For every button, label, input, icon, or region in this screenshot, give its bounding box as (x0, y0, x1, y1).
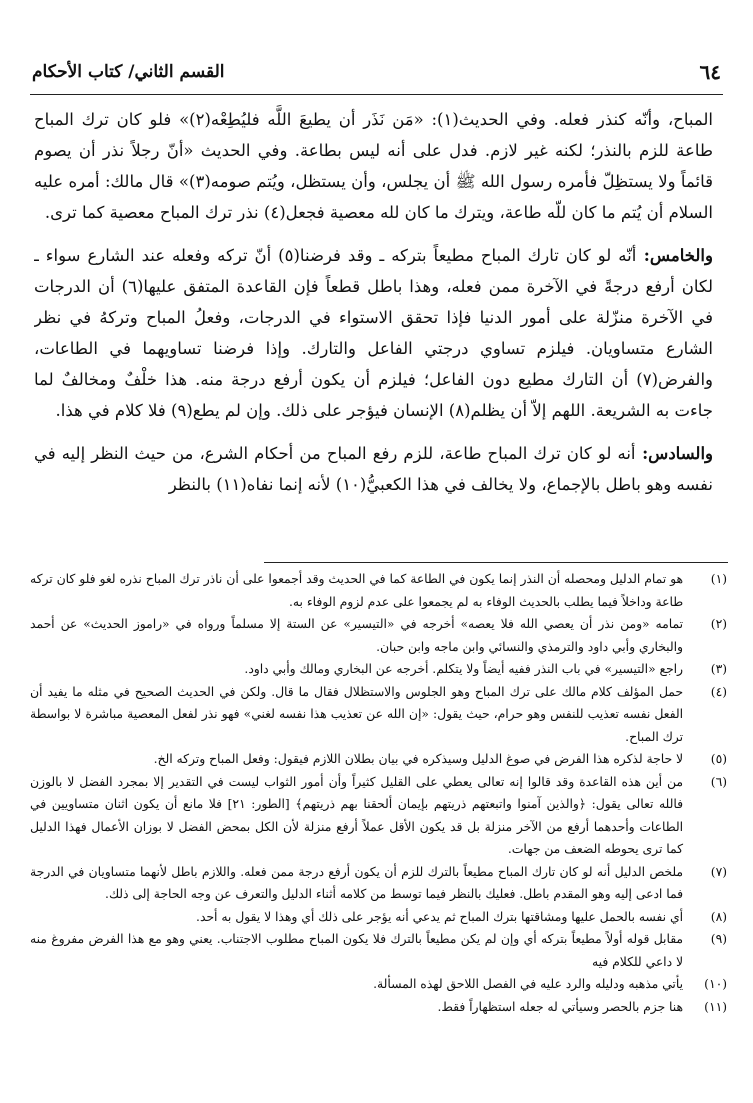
paragraph (34, 104, 713, 228)
footnote-text: من أين هذه القاعدة وقد قالوا إنه تعالى يعطي على القليل كثيراً وأن أمور الثواب ليست في التقدير إلا بمجرد الفضل لا بالوزن فالله تعالى يقول: ﴿والذين آمنوا واتبعتهم ذريتهم بإيمان ألحقنا بهم ذريتهم﴾ [الطور: ٢١] فلا مانع أن يكون اثنان متساويين في الطاعات وأحدهما أرفع من الآخر منزلة بل قد يكون الأقل عملاً أرفع منزلة لأن الكل بمحض الفضل لا بوزان الأعمال فهذا الدليل كما ترى يحوطه الضعف من جهات. (30, 774, 684, 856)
page-number: ٦٤ (699, 60, 721, 84)
footnote-text: لا حاجة لذكره هذا الفرض في صوغ الدليل وسيذكره في بيان بطلان اللازم فيقول: وفعل المباح وتركه الخ. (153, 752, 683, 766)
footnote (30, 681, 727, 749)
footnote-text: حمل المؤلف كلام مالك على ترك المباح وهو الجلوس والاستظلال فقال ما قال. ولكن في الحديث الصحيح في مثله ما يفيد أن الفعل نفسه تعذيب للنفس وهو حرام، حيث يقول: «إن الله عن تعذيب هذا نفسه لغني» فهو نذر لفعل المعصية مباشرة لا بواسطة ترك المباح. (30, 684, 683, 744)
footnote-text: ملخص الدليل أنه لو كان تارك المباح مطيعاً بالترك للزم أن يكون أرفع درجة ممن فعله. واللازم باطل لأنهما متساويان في الدرجة فما ادعى إليه وهو المقدم باطل. فعليك بالنظر فيما توسط من كلامه أثناء الدليل والتعرف عن وجه الحاجة إلى ذلك. (30, 864, 683, 901)
footnote-separator (264, 562, 728, 563)
footnote-number: (٦) (710, 774, 727, 789)
footnote-text: هو تمام الدليل ومحصله أن النذر إنما يكون في الطاعة كما في الحديث وقد أجمعوا على أن ناذر ترك المباح نذره لغو فلو كان تركه طاعة وداخلاً فيما يطلب بالحديث الوفاء به لم يجمعوا على عدم لزوم الوفاء به. (30, 572, 683, 609)
footnote-text: تمامه «ومن نذر أن يعصي الله فلا يعصه» أخرجه في «التيسير» عن الستة إلا مسلماً ورواه في «راموز الحديث» عن أحمد والبخاري وأبي داود والترمذي والنسائي وابن ماجه وابن حبان. (30, 617, 683, 654)
footnote-number: (٧) (710, 864, 727, 879)
footnote-text: يأتي مذهبه ودليله والرد عليه في الفصل اللاحق لهذه المسألة. (373, 977, 683, 991)
footnote-text: راجع «التيسير» في باب النذر ففيه أيضاً ولا يتكلم. أخرجه عن البخاري ومالك وأبي داود. (244, 662, 683, 676)
footnote-number: (١٠) (704, 977, 727, 991)
footnote (30, 748, 727, 771)
paragraph (34, 438, 713, 500)
footnote (30, 973, 727, 996)
footnote-text: أي نفسه بالحمل عليها ومشاقتها بترك المباح ثم يدعي أنه يؤجر على ذلك أي وهذا لا يقول به أحد. (196, 909, 683, 924)
footnote (30, 996, 727, 1019)
paragraph-text: أنّه لو كان تارك المباح مطيعاً بتركه ـ وقد فرضنا(٥) أنّ تركه وفعله عند الشارع سواء ـ لكان أرفع درجةً في الآخرة ممن فعله، وهذا باطل قطعاً فإن القاعدة المتفق عليها(٦) أن الدرجات في الآخرة منزّلة على أمور الدنيا فإذا تحقق الاستواء في الدرجات، وفعلُ المباح وتركهُ في نظر الشارع متساويان. فيلزم تساوي درجتي الفاعل والتارك. وإذا فرضنا تساويهما في الطاعات، والفرض(٧) أن التارك مطيع دون الفاعل؛ فيلزم أن يكون أرفع درجة منه. هذا خلْفٌ ومخالفٌ لما جاءت به الشريعة. اللهم إلاّ أن يظلم(٨) الإنسان فيؤجر على ذلك. وإن لم يطع(٩) فلا كلام في هذا. (34, 246, 713, 420)
paragraph-lead: والخامس: (636, 246, 713, 265)
footnote-number: (١١) (704, 999, 727, 1014)
footnote-number: (٨) (710, 909, 727, 924)
footnote-number: (٢) (710, 617, 727, 631)
footnote (30, 928, 727, 973)
footnote-number: (٤) (710, 684, 727, 699)
running-title: القسم الثاني/ كتاب الأحكام (32, 62, 225, 82)
footnote-text: هنا جزم بالحصر وسيأتي له جعله استظهاراً فقط. (437, 999, 683, 1014)
footnote-number: (٥) (710, 752, 727, 766)
footnotes (30, 568, 727, 1088)
footnote (30, 771, 727, 861)
footnote (30, 658, 727, 681)
footnote (30, 568, 727, 613)
page-header (30, 58, 723, 95)
main-text (34, 104, 713, 550)
paragraph-text: أنه لو كان ترك المباح طاعة، للزم رفع المباح من أحكام الشرع، من حيث النظر إليه في نفسه وهو باطل بالإجماع، ولا يخالف في هذا الكعبيُّ(١٠) لأنه إنما نفاه(١١) بالنظر (34, 444, 713, 494)
footnote (30, 906, 727, 929)
footnote-text: مقابل قوله أولاً مطيعاً بتركه أي وإن لم يكن مطيعاً بالترك فلا يكون المباح مطلوب الاجتناب. يعني وهو مع هذا الفرض مفروغ منه لا داعي للكلام فيه (30, 932, 683, 969)
paragraph (34, 240, 713, 426)
paragraph-lead: والسادس: (635, 444, 713, 463)
footnote-number: (٩) (710, 932, 727, 946)
footnote (30, 861, 727, 906)
footnote-number: (٣) (710, 662, 727, 676)
footnote-number: (١) (710, 572, 727, 586)
footnote (30, 613, 727, 658)
paragraph-text: المباح، وأنّه كنذر فعله. وفي الحديث(١): «مَن نَذَر أن يطيعَ اللَّه فليُطِعْه(٢)» فلو كان ترك المباح طاعة للزم بالنذر؛ لكنه غير لازم. فدل على أنه ليس بطاعة. وفي الحديث «أنّ رجلاً نذر أن يصوم قائماً ولا يستظِلّ فأمره رسول الله ﷺ أن يجلس، وأن يستظل، ويُتم صومه(٣)» قال مالك: أمره عليه السلام أن يُتم ما كان للّه طاعة، ويترك ما كان لله معصية فجعل(٤) نذر ترك المباح معصية كما ترى. (34, 110, 713, 222)
